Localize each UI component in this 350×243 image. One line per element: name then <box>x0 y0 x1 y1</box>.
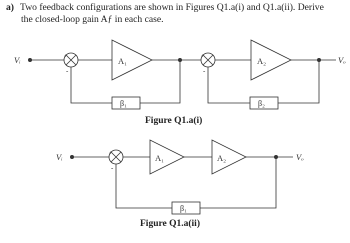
fig-ii-input-node <box>70 155 73 158</box>
fig-i-sum1-minus: - <box>66 67 69 75</box>
figure-ii <box>70 140 293 214</box>
fig-ii-amp1-label: A₁ <box>155 153 165 163</box>
figure-i-caption: Figure Q1.a(i) <box>145 116 203 126</box>
fig-i-input-node <box>28 58 31 61</box>
fig-ii-amp2-label: A₂ <box>217 153 227 163</box>
fig-i-feedback-2-left <box>208 67 250 103</box>
fig-i-sum2-minus: - <box>203 67 206 75</box>
fig-ii-input-label: Vᵢ <box>56 152 63 162</box>
figure-ii-caption: Figure Q1.a(ii) <box>140 219 200 229</box>
fig-i-output-label: Vₒ <box>338 55 346 65</box>
fig-ii-beta1-label: β₁ <box>180 204 187 213</box>
fig-ii-sum-plus: + <box>109 150 113 157</box>
fig-ii-feedback-right <box>200 157 276 208</box>
fig-ii-output-label: Vₒ <box>296 152 304 162</box>
fig-ii-sum-minus: - <box>111 164 114 172</box>
fig-i-amp2-label: A₂ <box>257 56 267 66</box>
question-label: a) <box>6 2 14 13</box>
fig-ii-feedback-left <box>116 164 172 208</box>
question-line-1: Two feedback configurations are shown in Figures Q1.a(i) and Q1.a(ii). Derive <box>20 2 324 13</box>
fig-i-feedback-1-left <box>71 67 112 103</box>
fig-i-beta1-label: β₁ <box>120 99 127 108</box>
fig-i-sum1-plus: + <box>64 53 68 60</box>
fig-i-feedback-2-right <box>278 60 319 103</box>
fig-i-sum2-plus: + <box>201 53 205 60</box>
question-line-2: the closed-loop gain Aƒ in each case. <box>21 13 164 25</box>
fig-i-input-label: Vᵢ <box>14 55 21 65</box>
figure-i <box>28 40 336 109</box>
fig-i-feedback-1-right <box>140 60 180 103</box>
fig-i-beta2-label: β₂ <box>258 99 265 108</box>
fig-i-amp1-label: A₁ <box>118 56 128 66</box>
